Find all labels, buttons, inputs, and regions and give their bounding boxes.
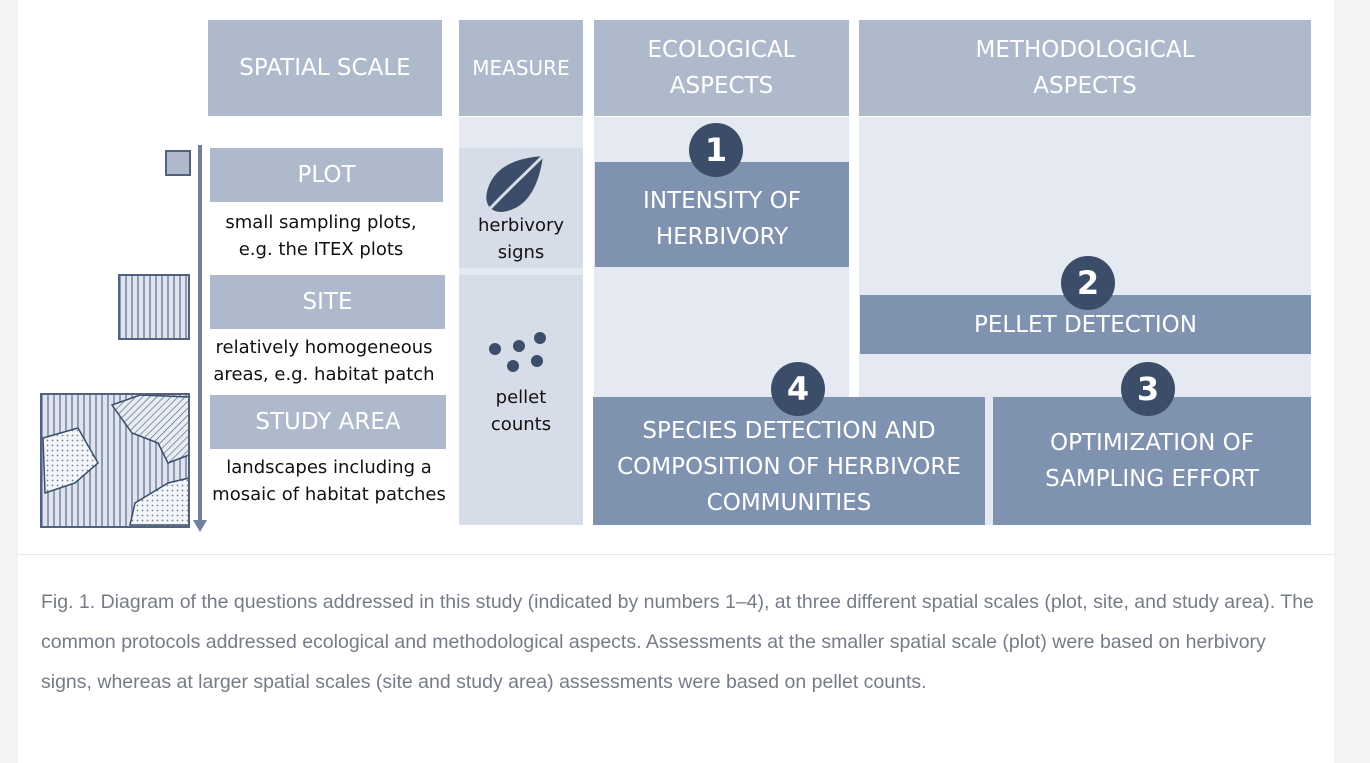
page-scrollbar[interactable] <box>1356 0 1370 763</box>
scale-site: SITE <box>210 275 445 329</box>
question-1-badge: 1 <box>689 123 743 177</box>
measure-herbivory-label: herbivory signs <box>477 215 565 263</box>
leaf-icon <box>481 154 547 216</box>
scale-study-area: STUDY AREA <box>210 395 446 449</box>
header-spatial-scale: SPATIAL SCALE <box>208 20 442 116</box>
question-4-box: SPECIES DETECTION AND COMPOSITION OF HERBIVORE COMMUNITIES <box>593 397 985 525</box>
study-area-mosaic-icon <box>40 393 190 528</box>
plot-square-icon <box>165 150 191 176</box>
question-3-box: OPTIMIZATION OF SAMPLING EFFORT <box>993 397 1311 525</box>
measure-pellet-label: pellet counts <box>490 387 552 435</box>
scale-plot: PLOT <box>210 148 443 202</box>
scale-study-area-description: landscapes including a mosaic of habitat patches <box>212 457 446 505</box>
header-measure: MEASURE <box>459 20 583 116</box>
scale-plot-description: small sampling plots, e.g. the ITEX plots <box>225 212 417 260</box>
header-ecological-aspects: ECOLOGICAL ASPECTS <box>594 20 849 116</box>
pellets-icon <box>484 326 554 378</box>
question-1-box: INTENSITY OF HERBIVORY <box>595 162 849 267</box>
site-square-icon <box>118 274 190 340</box>
header-methodological-aspects: METHODOLOGICAL ASPECTS <box>859 20 1311 116</box>
question-2-badge: 2 <box>1061 256 1115 310</box>
scale-site-description: relatively homogeneous areas, e.g. habitat patch <box>213 337 435 385</box>
caption-divider <box>18 554 1334 555</box>
question-2-box: PELLET DETECTION <box>860 295 1311 354</box>
figure-caption: Fig. 1. Diagram of the questions addressed in this study (indicated by numbers 1–4), at three different spatial scales (plot, site, and study area). The common protocols addressed ecological and methodological aspects. Assessments at the smaller spatial scale (plot) were based on herbivory signs, whereas at larger spatial scales (site and study area) assessments were based on pellet counts. <box>41 591 1314 693</box>
question-4-badge: 4 <box>771 362 825 416</box>
question-3-badge: 3 <box>1121 362 1175 416</box>
